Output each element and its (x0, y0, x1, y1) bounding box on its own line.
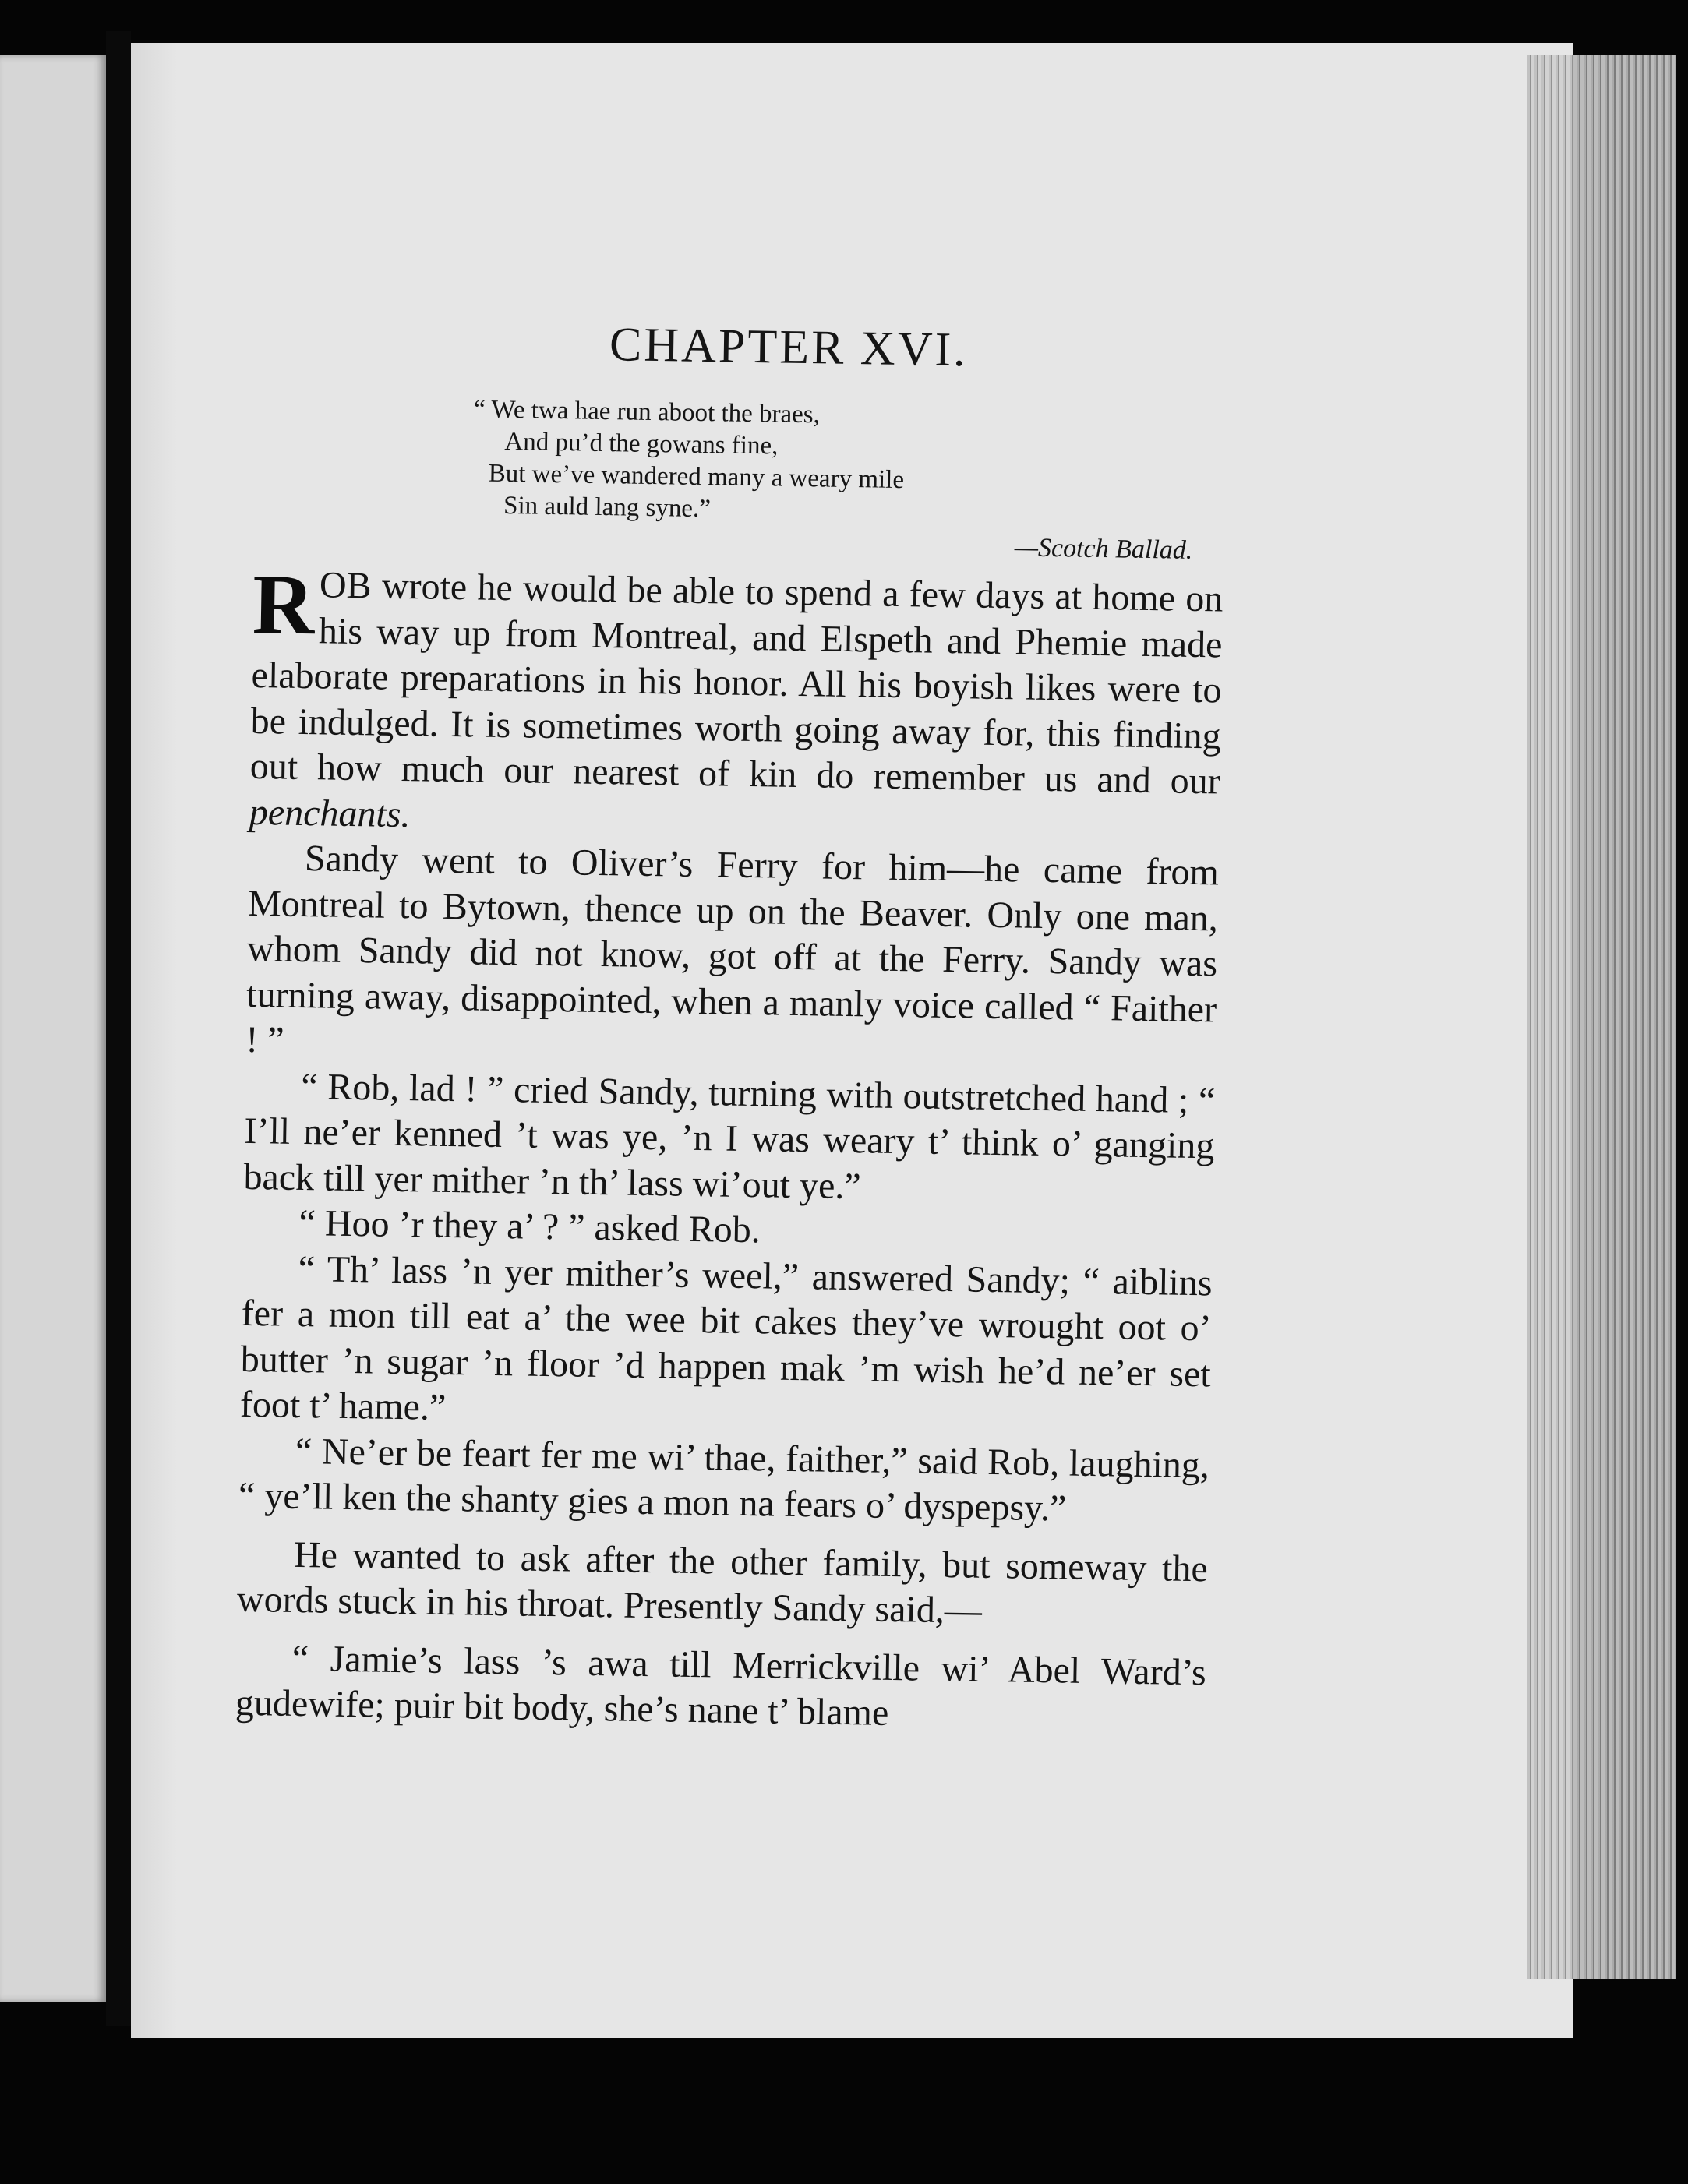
epigraph-line: Sin auld lang syne.” (503, 491, 712, 524)
opening-paragraph (249, 556, 1224, 851)
paragraph: “ Rob, lad ! ” cried Sandy, turning with outstretched hand ; “ I’ll ne’er kenned ’t was ye, ’n I was weary t’ think o’ ganging back till yer mither ’n th’ lass wi’out ye.” (243, 1065, 1216, 1207)
drop-cap: R (252, 556, 313, 653)
paragraph: “ Ne’er be feart fer me wi’ thae, faither,” said Rob, laughing, “ ye’ll ken the shanty gies a mon na fears o’ dyspepsy.” (238, 1430, 1210, 1530)
paragraph-text: OB wrote he would be able to spend a few days at home on his way up from Montreal, and Elspeth and Phemie made elaborate preparations in his honor. All his boyish likes were to be indulged. It is sometimes worth going away for, this finding out how much our nearest of kin do remember us and our penchants. (249, 564, 1224, 835)
paragraph: “ Hoo ’r they a’ ? ” asked Rob. (298, 1201, 761, 1251)
page-edges (1527, 55, 1676, 1979)
italic-word: penchants. (249, 791, 411, 835)
left-page-edge (0, 55, 106, 2002)
epigraph-attribution: —Scotch Ballad. (1014, 533, 1193, 565)
epigraph-line: “ We twa hae run aboot the braes, (473, 395, 821, 429)
paragraph: “ Th’ lass ’n yer mither’s weel,” answered Sandy; “ aiblins fer a mon till eat a’ the wee bit cakes they’ve wrought oot o’ butter ’n sugar ’n floor ’d happen mak ’m wish he’d ne’er set foot t’ hame.” (239, 1247, 1213, 1428)
paragraph: Sandy went to Oliver’s Ferry for him—he came from Montreal to Bytown, thence up on the Beaver. Only one man, whom Sandy did not know, got off at the Ferry. Sandy was turning away, disappointed, when a manly voice called “ Faither ! ” (245, 838, 1220, 1061)
epigraph-line: But we’ve wandered many a weary mile (488, 459, 905, 495)
chapter-title: CHAPTER XVI. (609, 318, 969, 377)
paragraph: He wanted to ask after the other family, but someway the words stuck in his throat. Presently Sandy said,— (236, 1533, 1209, 1632)
paragraph: “ Jamie’s lass ’s awa till Merrickville wi’ Abel Ward’s gudewife; puir bit body, she’s nane t’ blame (235, 1637, 1207, 1734)
book-gutter (106, 31, 131, 2026)
page-text (235, 312, 1227, 1741)
epigraph-line: And pu’d the gowans fine, (504, 428, 779, 460)
epigraph (472, 393, 1226, 533)
